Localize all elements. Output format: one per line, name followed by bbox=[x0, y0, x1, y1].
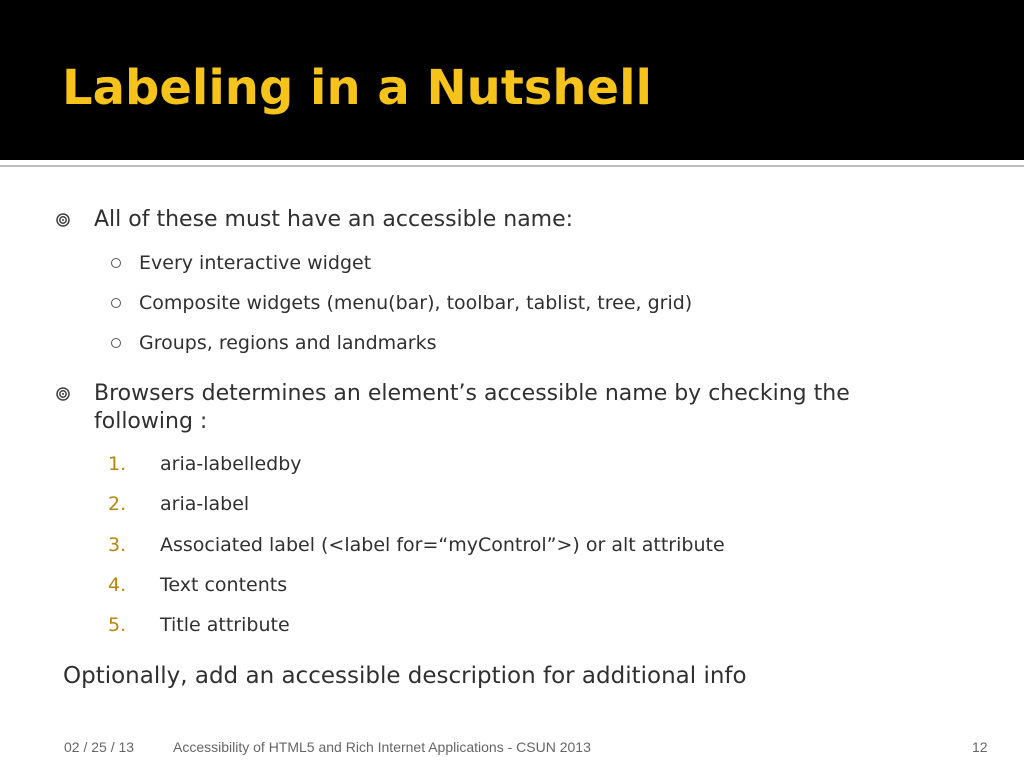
sub-bullet-text: Composite widgets (menu(bar), toolbar, tablist, tree, grid) bbox=[139, 292, 693, 314]
bullet-text: All of these must have an accessible name: bbox=[94, 207, 574, 232]
bullet-text: Browsers determines an element’s accessible name by checking the following : bbox=[94, 381, 850, 434]
sub-bullet-text: Groups, regions and landmarks bbox=[139, 332, 437, 354]
target-circle-bullet-icon bbox=[56, 213, 70, 227]
sub-bullet bbox=[139, 331, 437, 355]
bullet-accessible-name bbox=[94, 206, 954, 234]
item-number: 5. bbox=[108, 614, 127, 636]
item-number: 1. bbox=[108, 453, 127, 475]
item-text: Title attribute bbox=[160, 614, 290, 636]
target-circle-bullet-icon bbox=[56, 387, 70, 401]
sub-bullet bbox=[139, 251, 371, 275]
numbered-item bbox=[108, 492, 250, 516]
bullet-browser-checks bbox=[94, 380, 914, 436]
title-underline bbox=[0, 165, 1024, 167]
item-text: Associated label (<label for=“myControl”>) or alt attribute bbox=[160, 534, 725, 556]
item-text: Text contents bbox=[160, 574, 288, 596]
hollow-circle-bullet-icon bbox=[111, 338, 121, 348]
hollow-circle-bullet-icon bbox=[111, 298, 121, 308]
footer-date: 02 / 25 / 13 bbox=[64, 739, 135, 755]
closing-note: Optionally, add an accessible description for additional info bbox=[63, 663, 747, 689]
item-number: 3. bbox=[108, 534, 127, 556]
slide-title: Labeling in a Nutshell bbox=[62, 60, 652, 116]
numbered-item bbox=[108, 452, 302, 476]
numbered-item bbox=[108, 573, 288, 597]
numbered-item bbox=[108, 613, 290, 637]
item-number: 4. bbox=[108, 574, 127, 596]
footer-presentation-title: Accessibility of HTML5 and Rich Internet Applications - CSUN 2013 bbox=[173, 739, 591, 755]
numbered-item bbox=[108, 533, 725, 557]
item-text: aria-label bbox=[160, 493, 250, 515]
footer-page-number: 12 bbox=[972, 739, 988, 755]
item-number: 2. bbox=[108, 493, 127, 515]
sub-bullet-text: Every interactive widget bbox=[139, 252, 372, 274]
hollow-circle-bullet-icon bbox=[111, 258, 121, 268]
sub-bullet bbox=[139, 291, 692, 315]
item-text: aria-labelledby bbox=[160, 453, 302, 475]
